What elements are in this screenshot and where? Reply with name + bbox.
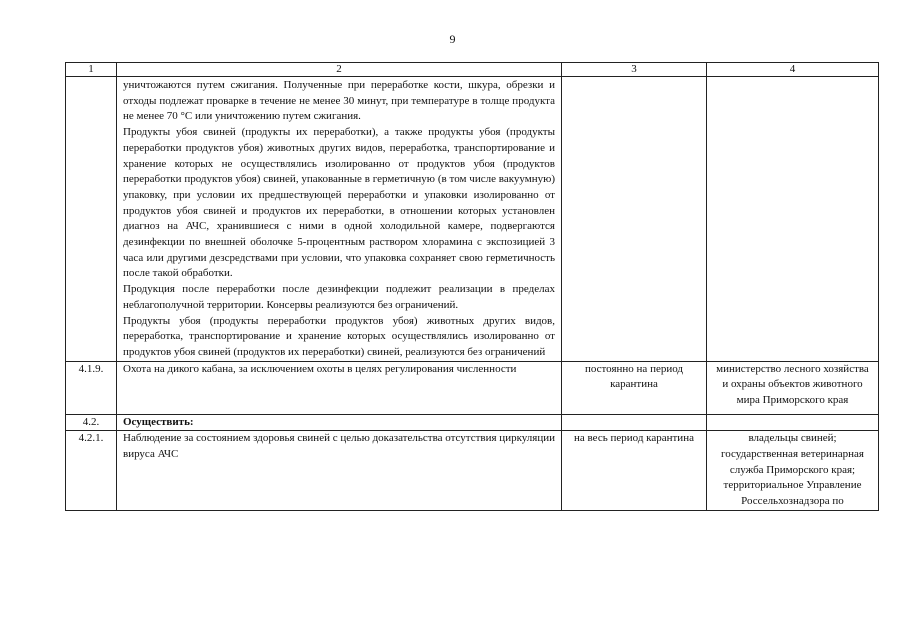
- cell-num: 4.1.9.: [66, 361, 117, 414]
- header-col-3: 3: [562, 63, 707, 77]
- cell-responsible: [707, 77, 879, 362]
- cell-responsible: владельцы свиней; государственная ветеринарная служба Приморского края; территориальное Управление Россельхознадзора по: [707, 431, 879, 511]
- page-number: 9: [449, 32, 456, 46]
- table-row-4-1-9: [66, 361, 879, 414]
- paragraph: Продукты убоя свиней (продукты их переработки), а также продукты убоя (продукты переработки продуктов убоя) животных других видов, переработка, транспортирование и хранение которых не осуществлялись изолированно от продуктов убоя (продуктов переработки продуктов убоя) свиней, упакованные в герметичную (в том числе вакуумную) упаковку, при условии их предшествующей переработки и упаковки изолированно от продуктов убоя свиней и продуктов их переработки, в отношении которых установлен диагноз на АЧС, хранившиеся с ними в одной холодильной камере, подвергаются дезинфекции по внешней оболочке 5-процентным раствором хлорамина с экспозицией 3 часа или другими дезсредствами при условии, что упаковка сохраняет свою герметичность после такой обработки.: [123, 126, 555, 280]
- cell-num: [66, 77, 117, 362]
- cell-term: постоянно на период карантина: [562, 361, 707, 414]
- table-header-row: [66, 63, 879, 77]
- cell-num: 4.2.1.: [66, 431, 117, 511]
- paragraph: Продукция после переработки после дезинфекции подлежит реализации в пределах неблагополучной территории. Консервы реализуются без ограничений.: [123, 283, 555, 311]
- cell-term: на весь период карантина: [562, 431, 707, 511]
- cell-responsible: [707, 414, 879, 431]
- cell-text: [117, 77, 562, 362]
- cell-text: Наблюдение за состоянием здоровья свиней с целью доказательства отсутствия циркуляции вируса АЧС: [117, 431, 562, 511]
- paragraph: уничтожаются путем сжигания. Полученные при переработке кости, шкура, обрезки и отходы подлежат проварке в течение не менее 30 минут, при температуре в толще продукта не менее 70 °С или уничтожению путем сжигания.: [123, 79, 555, 123]
- paragraph: Продукты убоя (продукты переработки продуктов убоя) животных других видов, переработка, транспортирование и хранение которых осуществлялись изолированно от продуктов убоя свиней (продуктов их переработки) свиней, реализуются без ограничений: [123, 314, 555, 358]
- cell-num: 4.2.: [66, 414, 117, 431]
- table-row-4-2-1: [66, 431, 879, 511]
- header-col-1: 1: [66, 63, 117, 77]
- header-col-4: 4: [707, 63, 879, 77]
- table-row-continuation: [66, 77, 879, 362]
- table-row-4-2: [66, 414, 879, 431]
- header-col-2: 2: [117, 63, 562, 77]
- measures-table: [65, 62, 879, 511]
- cell-responsible: министерство лесного хозяйства и охраны объектов животного мира Приморского края: [707, 361, 879, 414]
- cell-term: [562, 77, 707, 362]
- cell-term: [562, 414, 707, 431]
- cell-text: Осуществить:: [117, 414, 562, 431]
- cell-text: Охота на дикого кабана, за исключением охоты в целях регулирования численности: [117, 361, 562, 414]
